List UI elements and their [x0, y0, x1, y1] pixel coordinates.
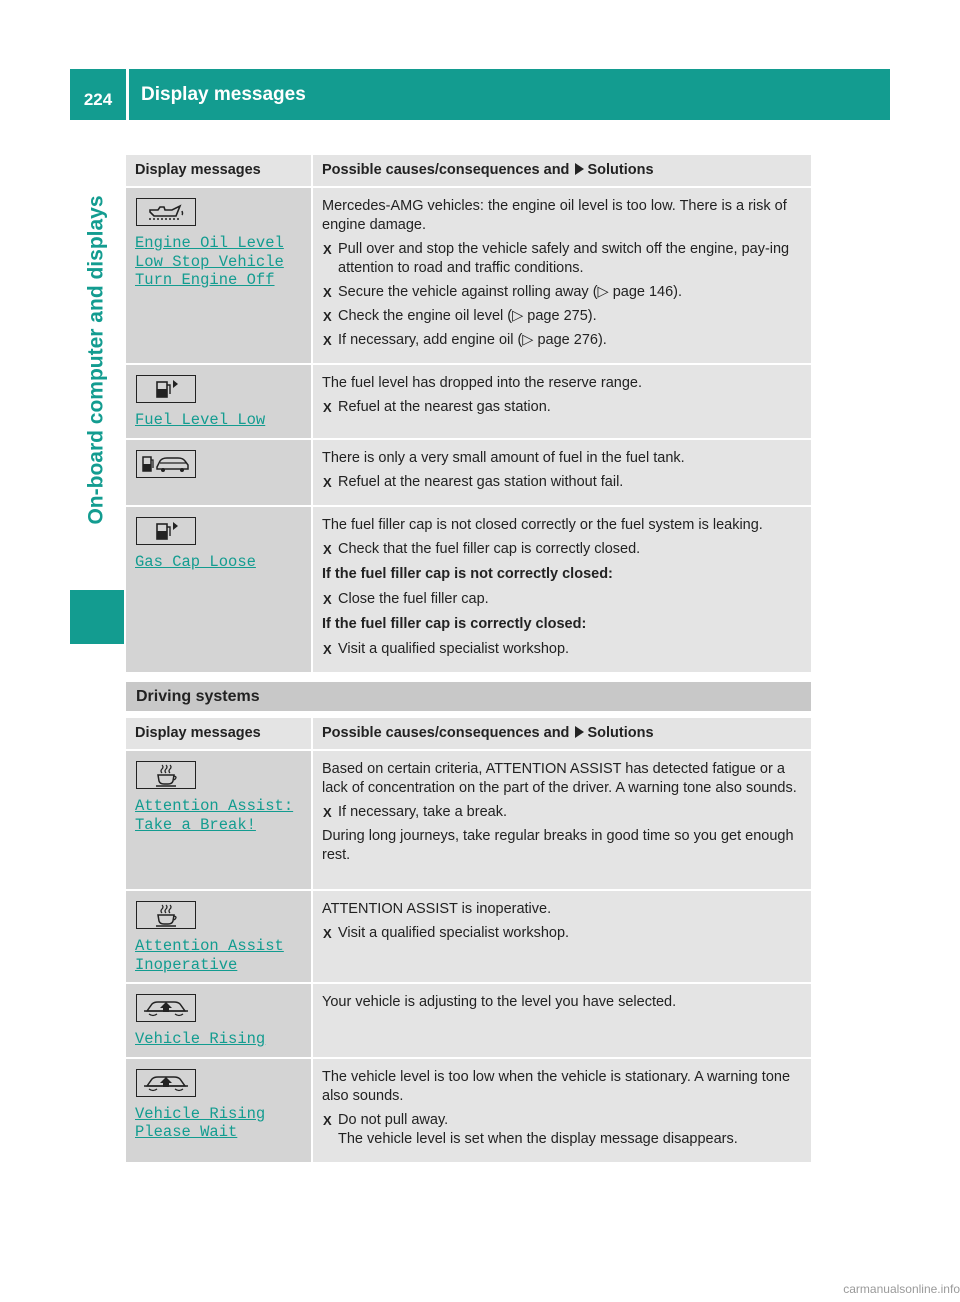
- solution-step: [322, 307, 802, 326]
- message-line: Turn Engine Off: [135, 271, 275, 289]
- solution-step: [322, 398, 802, 417]
- cause-text: The fuel filler cap is not closed correctly or the fuel system is leaking.: [322, 516, 763, 533]
- side-tab: [70, 130, 124, 590]
- fuel-pump-icon: [136, 517, 196, 545]
- step-text: Refuel at the nearest gas station.: [338, 399, 551, 415]
- message-line: Low Stop Vehicle: [135, 252, 284, 271]
- cause-solution-cell: [313, 1059, 811, 1164]
- display-message-cell: [126, 440, 313, 507]
- messages-table-fuel-oil: [126, 155, 811, 674]
- cause-text: ATTENTION ASSIST is inoperative.: [322, 901, 552, 917]
- message-line: Gas Cap Loose: [135, 552, 256, 571]
- header-causes-solutions: [313, 155, 811, 188]
- solutions-arrow-icon: [575, 726, 584, 738]
- message-line: Engine Oil Level: [135, 234, 284, 252]
- table-row: [126, 891, 811, 984]
- step-marker: X: [323, 541, 332, 557]
- page-number: 224: [83, 90, 113, 109]
- display-message-cell: [126, 188, 313, 365]
- solution-step: [322, 283, 802, 302]
- solution-step: [322, 590, 802, 609]
- step-marker: X: [323, 309, 332, 324]
- header-display-messages: Display messages: [126, 155, 313, 188]
- messages-table-driving-systems: [126, 718, 811, 1164]
- display-message-text: [135, 411, 302, 430]
- header-solutions-label: Solutions: [587, 162, 654, 178]
- step-text: Pull over and stop the vehicle safely and switch off the engine, pay-ing attention to road and traffic conditions.: [338, 241, 790, 276]
- display-message-text: [135, 1105, 302, 1142]
- step-marker: X: [323, 591, 332, 607]
- table-header-row: [126, 155, 811, 188]
- condition-heading: If the fuel filler cap is correctly closed:: [322, 615, 587, 632]
- message-line: Please Wait: [135, 1123, 238, 1141]
- step-text: Close the fuel filler cap.: [338, 590, 489, 607]
- step-marker: X: [323, 805, 332, 820]
- header-causes-solutions: [313, 718, 811, 751]
- solution-step: [322, 803, 802, 822]
- coffee-cup-icon: [136, 761, 196, 789]
- step-text: Check the engine oil level (▷ page 275).: [338, 308, 597, 324]
- cause-solution-cell: [313, 188, 811, 365]
- fuel-pump-car-icon: [136, 450, 196, 478]
- page-title: Display messages: [141, 83, 306, 105]
- side-tab-label: On-board computer and displays: [85, 195, 108, 525]
- table-header-row: [126, 718, 811, 751]
- vehicle-rising-icon: [136, 994, 196, 1022]
- solution-step: [322, 473, 802, 492]
- step-marker: X: [323, 641, 332, 657]
- coffee-cup-icon: [136, 901, 196, 929]
- display-message-cell: [126, 365, 313, 440]
- display-message-text: [135, 1030, 302, 1049]
- solution-step: [322, 540, 802, 559]
- table-row: [126, 1059, 811, 1164]
- step-text: Do not pull away.: [338, 1111, 449, 1128]
- side-tab-block: [70, 590, 124, 644]
- step-marker: X: [323, 400, 332, 415]
- cause-text: Your vehicle is adjusting to the level you have selected.: [322, 994, 677, 1010]
- message-line: Attention Assist: [135, 937, 284, 955]
- table-row: [126, 751, 811, 891]
- watermark: carmanualsonline.info: [843, 1282, 960, 1296]
- display-message-cell: [126, 751, 313, 891]
- condition-heading: If the fuel filler cap is not correctly closed:: [322, 565, 613, 582]
- cause-solution-cell: [313, 365, 811, 440]
- display-message-text: [135, 937, 302, 974]
- header-display-messages: Display messages: [126, 718, 313, 751]
- step-note: The vehicle level is set when the display message disappears.: [338, 1130, 738, 1147]
- step-text: Check that the fuel filler cap is correctly closed.: [338, 540, 641, 557]
- cause-solution-cell: [313, 440, 811, 507]
- header-solutions-label: Solutions: [587, 725, 654, 741]
- display-message-cell: [126, 507, 313, 674]
- solution-step: [322, 1111, 802, 1149]
- cause-text: The vehicle level is too low when the vehicle is stationary. A warning tone also sounds.: [322, 1068, 791, 1104]
- oil-can-icon: [136, 198, 196, 226]
- message-line: Vehicle Rising: [135, 1030, 266, 1048]
- step-text: If necessary, add engine oil (▷ page 276).: [338, 332, 607, 348]
- cause-text: There is only a very small amount of fuel in the fuel tank.: [322, 449, 685, 466]
- table-row: [126, 984, 811, 1059]
- step-marker: X: [323, 1112, 332, 1128]
- message-line: Take a Break!: [135, 815, 256, 834]
- header-causes-label: Possible causes/consequences and: [322, 725, 570, 741]
- step-text: Refuel at the nearest gas station without fail.: [338, 473, 624, 490]
- cause-solution-cell: [313, 507, 811, 674]
- advice-text: During long journeys, take regular breaks in good time so you get enough rest.: [322, 828, 794, 863]
- step-text: Visit a qualified specialist workshop.: [338, 640, 570, 657]
- step-marker: X: [323, 242, 332, 257]
- step-text: If necessary, take a break.: [338, 804, 507, 820]
- solution-step: [322, 640, 802, 659]
- table-row: [126, 507, 811, 674]
- step-text: Visit a qualified specialist workshop.: [338, 925, 570, 941]
- cause-text: Based on certain criteria, ATTENTION ASSIST has detected fatigue or a lack of concentration on the part of the driver. A warning tone also sounds.: [322, 761, 797, 796]
- solutions-arrow-icon: [575, 163, 584, 175]
- table-row: [126, 188, 811, 365]
- step-marker: X: [323, 926, 332, 941]
- step-text: Secure the vehicle against rolling away (▷ page 146).: [338, 284, 683, 300]
- display-message-cell: [126, 984, 313, 1059]
- vehicle-rising-icon: [136, 1069, 196, 1097]
- fuel-pump-icon: [136, 375, 196, 403]
- header-causes-label: Possible causes/consequences and: [322, 162, 570, 178]
- cause-solution-cell: [313, 984, 811, 1059]
- solution-step: [322, 240, 802, 278]
- step-marker: X: [323, 333, 332, 348]
- display-message-text: [135, 797, 302, 834]
- display-message-cell: [126, 1059, 313, 1164]
- cause-solution-cell: [313, 751, 811, 891]
- message-line: Vehicle Rising: [135, 1104, 266, 1123]
- message-line: Attention Assist:: [135, 797, 294, 815]
- display-message-text: [135, 553, 302, 572]
- cause-text: The fuel level has dropped into the reserve range.: [322, 375, 643, 391]
- display-message-cell: [126, 891, 313, 984]
- section-heading-driving-systems: Driving systems: [126, 682, 811, 711]
- solution-step: [322, 331, 802, 350]
- cause-text: Mercedes-AMG vehicles: the engine oil level is too low. There is a risk of engine damage.: [322, 198, 787, 233]
- solution-step: [322, 924, 802, 943]
- table-row: [126, 440, 811, 507]
- display-message-text: [135, 234, 302, 290]
- message-line: Fuel Level Low: [135, 411, 266, 429]
- table-row: [126, 365, 811, 440]
- page-header: [70, 69, 890, 120]
- step-marker: X: [323, 285, 332, 300]
- message-line: Inoperative: [135, 955, 238, 974]
- cause-solution-cell: [313, 891, 811, 984]
- step-marker: X: [323, 474, 332, 490]
